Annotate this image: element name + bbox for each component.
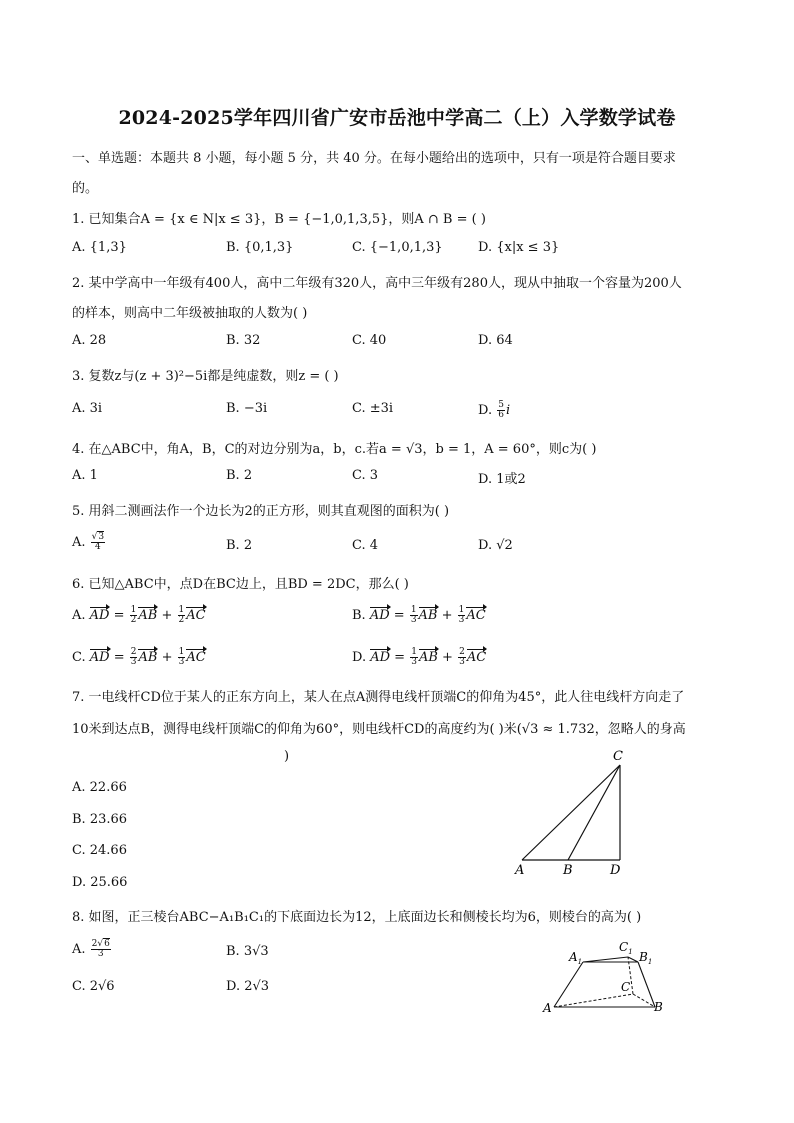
label-a: A xyxy=(543,1001,552,1015)
question-3-option-d: D. $\frac{5}{6}$ i xyxy=(478,400,511,420)
question-6-stem: 6. 已知△ABC中，点D在BC边上，且BD = 2DC，那么( ) xyxy=(72,577,409,592)
question-7-option-b: B. 23.66 xyxy=(72,812,128,827)
question-1-option-b: B. {0,1,3} xyxy=(226,240,294,255)
question-2-stem-line2: 的样本，则高中二年级被抽取的人数为( ) xyxy=(72,306,308,321)
question-4-option-d: D. 1或2 xyxy=(478,472,526,487)
question-7-stem-line3: ) xyxy=(284,749,290,764)
question-8-option-d: D. 2√3 xyxy=(226,979,270,994)
question-4-option-c: C. 3 xyxy=(352,468,379,483)
label-c: C xyxy=(621,980,631,994)
question-1-stem: 1. 已知集合A = {x ∈ N|x ≤ 3}，B = {−1,0,1,3,5}，则A ∩ B = ( ) xyxy=(72,212,486,227)
question-4-option-a: A. 1 xyxy=(72,468,98,483)
label-a: A xyxy=(515,863,525,878)
question-7-figure xyxy=(500,745,650,880)
question-8-option-a: A. $\frac{2√6}{3}$ xyxy=(72,939,110,959)
question-3-option-a: A. 3i xyxy=(72,401,103,416)
question-2-option-b: B. 32 xyxy=(226,333,261,348)
edge-c1-b1 xyxy=(628,957,638,962)
question-8-option-b: B. 3√3 xyxy=(226,944,269,959)
edge-c-b-hidden xyxy=(633,994,655,1007)
question-7-option-a: A. 22.66 xyxy=(72,780,127,795)
question-3-option-b: B. −3i xyxy=(226,401,268,416)
question-5-option-c: C. 4 xyxy=(352,538,379,553)
fraction-sqrt3-over-4: $\frac{√3}{4}$ xyxy=(91,532,105,552)
edge-b-b1 xyxy=(638,962,655,1007)
question-2-option-a: A. 28 xyxy=(72,333,107,348)
label-d: D xyxy=(610,863,621,878)
edge-a-a1 xyxy=(554,962,583,1007)
question-6-option-d: D. AD = $\frac{1}{3}$ AB + $\frac{2}{3}$ AC xyxy=(352,647,487,667)
question-6-option-a: A. AD = $\frac{1}{2}$ AB + $\frac{1}{2}$ AC xyxy=(72,605,206,625)
section-instructions-line1: 一、单选题：本题共 8 小题，每小题 5 分，共 40 分。在每小题给出的选项中，只有一项是符合题目要求 xyxy=(72,151,676,166)
question-4-stem: 4. 在△ABC中，角A，B，C的对边分别为a，b，c.若a = √3，b = 1，A = 60°，则c为( ) xyxy=(72,442,597,457)
question-3-option-c: C. ±3i xyxy=(352,401,394,416)
label-a1: $A_1$ xyxy=(569,950,583,966)
question-5-option-d: D. √2 xyxy=(478,538,513,553)
fraction-five-sixths: $\frac{5}{6}$ xyxy=(498,400,504,420)
question-5-option-b: B. 2 xyxy=(226,538,253,553)
question-6-option-c: C. AD = $\frac{2}{3}$ AB + $\frac{1}{3}$ AC xyxy=(72,647,206,667)
question-5-stem: 5. 用斜二测画法作一个边长为2的正方形，则其直观图的面积为( ) xyxy=(72,504,450,519)
section-instructions-line2: 的。 xyxy=(72,181,99,196)
question-8-option-c: C. 2√6 xyxy=(72,979,115,994)
fraction-2sqrt6-over-3: $\frac{2√6}{3}$ xyxy=(91,939,110,959)
question-1-option-a: A. {1,3} xyxy=(72,240,127,255)
label-c1: $C_1$ xyxy=(619,940,633,956)
edge-a-c-hidden xyxy=(554,994,633,1007)
question-5-option-a: A. $\frac{√3}{4}$ xyxy=(72,532,105,552)
label-b1: $B_1$ xyxy=(639,950,653,966)
question-3-stem: 3. 复数z与(z + 3)²−5i都是纯虚数，则z = ( ) xyxy=(72,369,339,384)
sightline-b xyxy=(568,765,620,860)
question-4-option-b: B. 2 xyxy=(226,468,253,483)
question-2-option-d: D. 64 xyxy=(478,333,513,348)
question-7-option-c: C. 24.66 xyxy=(72,843,127,858)
question-7-option-d: D. 25.66 xyxy=(72,875,128,890)
question-7-stem-line1: 7. 一电线杆CD位于某人的正东方向上，某人在点A测得电线杆顶端C的仰角为45°，此人往电线杆方向走了 xyxy=(72,690,685,705)
question-2-option-c: C. 40 xyxy=(352,333,387,348)
question-2-stem-line1: 2. 某中学高中一年级有400人，高中二年级有320人，高中三年级有280人，现从中抽取一个容量为200人 xyxy=(72,276,682,291)
label-c: C xyxy=(613,749,623,764)
question-1-option-d: D. {x|x ≤ 3} xyxy=(478,240,560,255)
question-8-frustum-figure xyxy=(538,935,678,1020)
question-1-option-c: C. {−1,0,1,3} xyxy=(352,240,443,255)
sightline-a xyxy=(522,765,620,860)
label-b: B xyxy=(654,1000,663,1014)
question-8-stem: 8. 如图，正三棱台ABC−A₁B₁C₁的下底面边长为12，上底面边长和侧棱长均为6，则棱台的高为( ) xyxy=(72,910,642,925)
question-6-option-b: B. AD = $\frac{1}{3}$ AB + $\frac{1}{3}$ AC xyxy=(352,605,486,625)
label-b: B xyxy=(563,863,573,878)
page-title: 2024-2025学年四川省广安市岳池中学高二（上）入学数学试卷 xyxy=(118,107,676,129)
question-7-stem-line2: 10米到达点B，测得电线杆顶端C的仰角为60°，则电线杆CD的高度约为( )米(√3 ≈ 1.732，忽略人的身高 xyxy=(72,722,686,737)
edge-a1-c1 xyxy=(583,957,628,962)
